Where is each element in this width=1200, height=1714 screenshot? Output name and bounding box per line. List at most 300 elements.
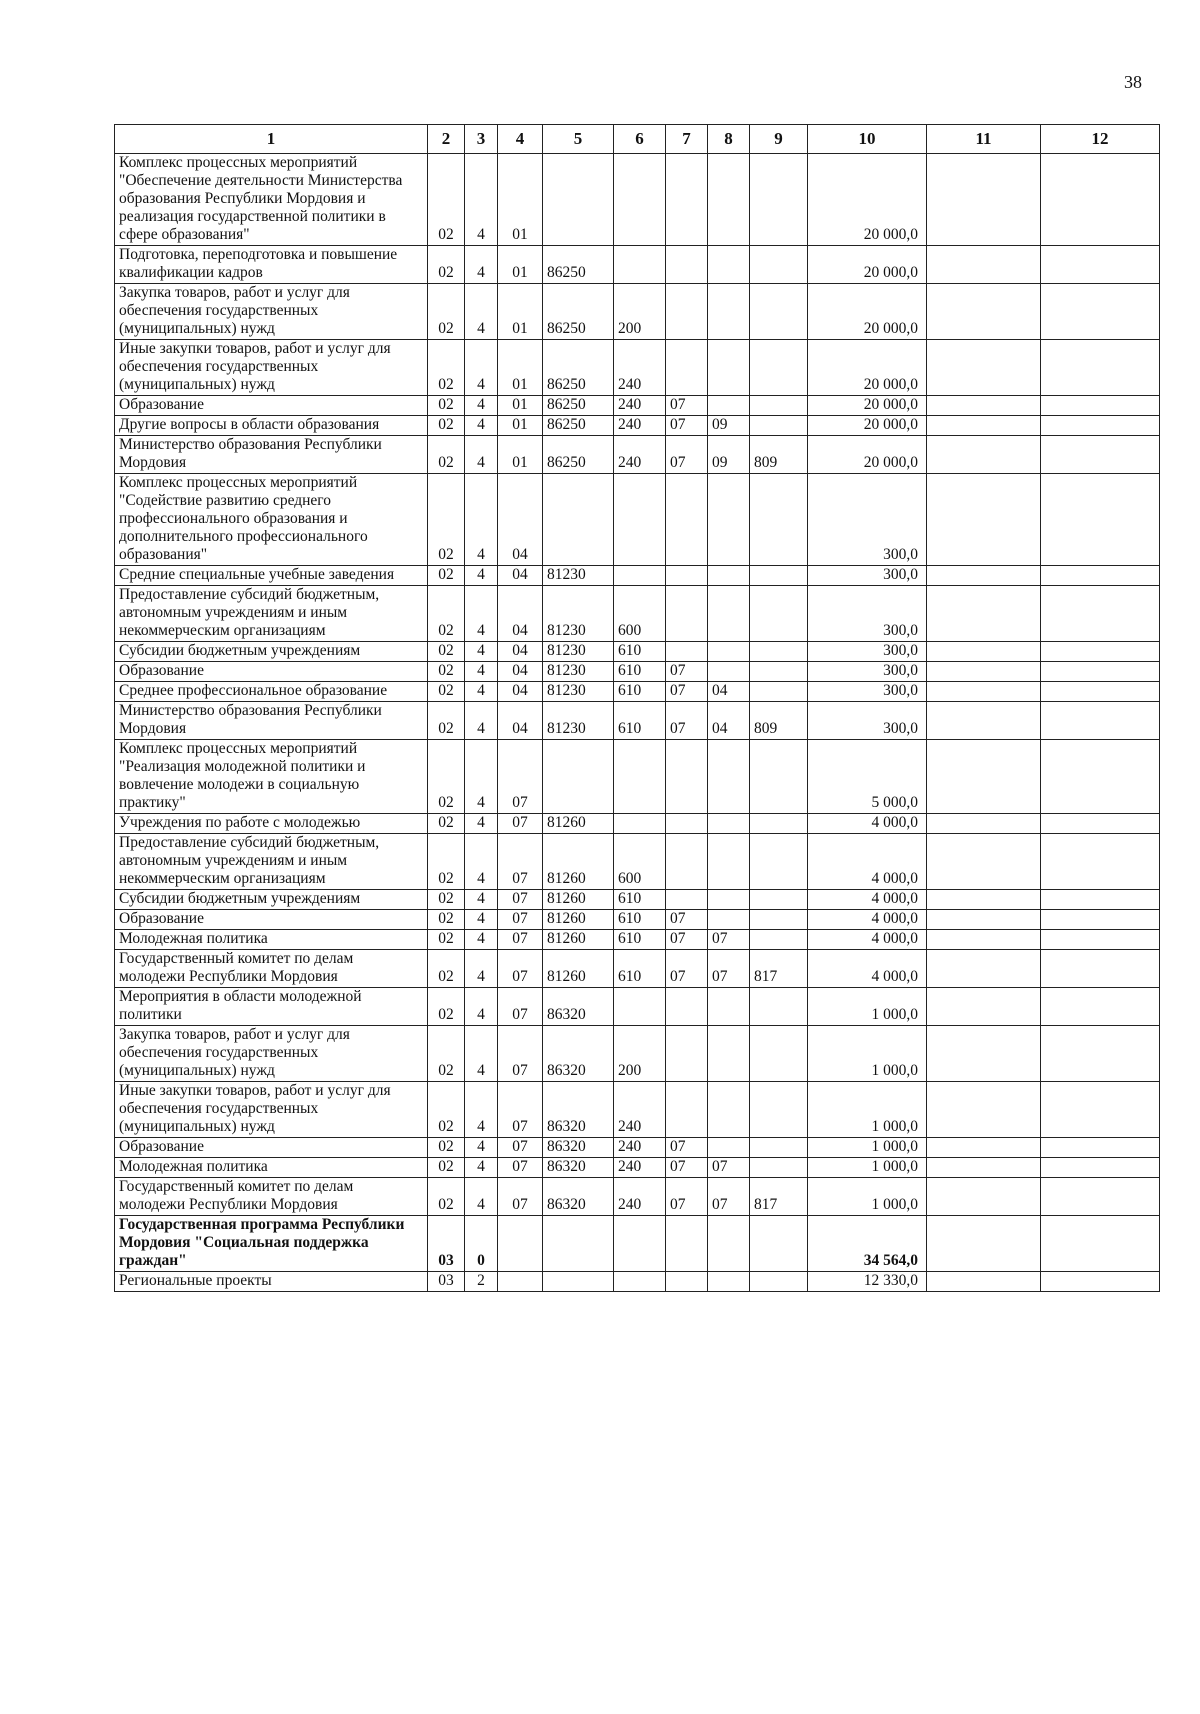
code-cell: 02	[428, 246, 465, 284]
row-name-cell: Иные закупки товаров, работ и услуг для обеспечения государственных (муниципальных) нужд	[115, 340, 428, 396]
code-cell: 07	[666, 396, 708, 416]
row-name-cell: Закупка товаров, работ и услуг для обеспечения государственных (муниципальных) нужд	[115, 1026, 428, 1082]
code-cell: 81260	[543, 890, 614, 910]
code-cell	[666, 284, 708, 340]
amount-cell	[1041, 566, 1160, 586]
column-header: 11	[927, 125, 1041, 154]
code-cell	[666, 988, 708, 1026]
code-cell	[750, 1026, 808, 1082]
code-cell: 02	[428, 396, 465, 416]
amount-cell	[927, 702, 1041, 740]
code-cell: 03	[428, 1272, 465, 1292]
table-row	[115, 890, 1160, 910]
amount-cell	[927, 662, 1041, 682]
code-cell: 07	[666, 1138, 708, 1158]
table-row	[115, 910, 1160, 930]
amount-cell	[927, 910, 1041, 930]
row-name-cell: Среднее профессиональное образование	[115, 682, 428, 702]
table-row	[115, 436, 1160, 474]
code-cell: 07	[666, 662, 708, 682]
code-cell	[708, 246, 750, 284]
amount-cell	[927, 890, 1041, 910]
table-row	[115, 1138, 1160, 1158]
code-cell: 07	[708, 950, 750, 988]
code-cell	[543, 474, 614, 566]
row-name-cell: Комплекс процессных мероприятий "Реализация молодежной политики и вовлечение молодежи в социальную практику"	[115, 740, 428, 814]
table-row	[115, 662, 1160, 682]
code-cell: 81230	[543, 682, 614, 702]
code-cell: 81230	[543, 642, 614, 662]
amount-cell: 300,0	[808, 642, 927, 662]
amount-cell	[927, 474, 1041, 566]
code-cell: 86250	[543, 436, 614, 474]
code-cell: 07	[498, 890, 543, 910]
column-header: 12	[1041, 125, 1160, 154]
code-cell	[498, 1272, 543, 1292]
code-cell: 02	[428, 1082, 465, 1138]
amount-cell	[1041, 1158, 1160, 1178]
code-cell: 07	[498, 740, 543, 814]
code-cell: 02	[428, 586, 465, 642]
code-cell: 610	[614, 890, 666, 910]
code-cell: 01	[498, 246, 543, 284]
code-cell: 240	[614, 396, 666, 416]
code-cell: 02	[428, 740, 465, 814]
code-cell: 07	[666, 1178, 708, 1216]
code-cell	[708, 586, 750, 642]
code-cell: 07	[666, 930, 708, 950]
code-cell	[708, 340, 750, 396]
code-cell: 4	[465, 396, 498, 416]
code-cell	[750, 890, 808, 910]
code-cell	[708, 740, 750, 814]
amount-cell	[927, 814, 1041, 834]
code-cell: 81230	[543, 586, 614, 642]
code-cell: 07	[498, 910, 543, 930]
code-cell	[614, 474, 666, 566]
amount-cell	[927, 154, 1041, 246]
amount-cell: 5 000,0	[808, 740, 927, 814]
amount-cell	[1041, 1178, 1160, 1216]
code-cell: 02	[428, 662, 465, 682]
code-cell: 81230	[543, 662, 614, 682]
code-cell: 04	[498, 682, 543, 702]
code-cell: 4	[465, 910, 498, 930]
table-row	[115, 814, 1160, 834]
code-cell: 4	[465, 566, 498, 586]
code-cell: 86320	[543, 1138, 614, 1158]
code-cell: 610	[614, 930, 666, 950]
amount-cell	[1041, 416, 1160, 436]
code-cell	[666, 474, 708, 566]
code-cell	[750, 1082, 808, 1138]
code-cell	[614, 246, 666, 284]
code-cell: 02	[428, 1138, 465, 1158]
code-cell: 240	[614, 1178, 666, 1216]
code-cell	[614, 740, 666, 814]
row-name-cell: Молодежная политика	[115, 1158, 428, 1178]
amount-cell: 300,0	[808, 474, 927, 566]
amount-cell: 1 000,0	[808, 988, 927, 1026]
code-cell	[543, 154, 614, 246]
table-row	[115, 586, 1160, 642]
code-cell	[750, 154, 808, 246]
code-cell: 07	[498, 834, 543, 890]
amount-cell	[1041, 910, 1160, 930]
code-cell: 809	[750, 702, 808, 740]
amount-cell: 34 564,0	[808, 1216, 927, 1272]
table-row	[115, 246, 1160, 284]
column-header: 5	[543, 125, 614, 154]
amount-cell: 20 000,0	[808, 396, 927, 416]
row-name-cell: Образование	[115, 910, 428, 930]
amount-cell	[1041, 396, 1160, 416]
code-cell	[666, 340, 708, 396]
code-cell	[614, 1272, 666, 1292]
table-row	[115, 1216, 1160, 1272]
code-cell	[666, 566, 708, 586]
code-cell	[708, 154, 750, 246]
code-cell: 4	[465, 1026, 498, 1082]
amount-cell	[927, 1026, 1041, 1082]
code-cell: 01	[498, 436, 543, 474]
row-name-cell: Субсидии бюджетным учреждениям	[115, 890, 428, 910]
code-cell: 0	[465, 1216, 498, 1272]
code-cell: 240	[614, 1138, 666, 1158]
code-cell: 02	[428, 566, 465, 586]
amount-cell: 4 000,0	[808, 890, 927, 910]
code-cell	[750, 834, 808, 890]
row-name-cell: Комплекс процессных мероприятий "Содействие развитию среднего профессионального образования и дополнительного профессионального образования"	[115, 474, 428, 566]
code-cell: 04	[498, 662, 543, 682]
code-cell	[708, 910, 750, 930]
code-cell	[750, 662, 808, 682]
amount-cell	[1041, 154, 1160, 246]
code-cell: 86320	[543, 1178, 614, 1216]
amount-cell	[1041, 814, 1160, 834]
code-cell: 4	[465, 1178, 498, 1216]
code-cell: 4	[465, 988, 498, 1026]
amount-cell	[927, 1178, 1041, 1216]
row-name-cell: Министерство образования Республики Мордовия	[115, 436, 428, 474]
code-cell: 240	[614, 416, 666, 436]
code-cell: 04	[498, 566, 543, 586]
code-cell: 4	[465, 1082, 498, 1138]
code-cell	[708, 988, 750, 1026]
amount-cell	[1041, 340, 1160, 396]
amount-cell: 20 000,0	[808, 436, 927, 474]
code-cell: 04	[708, 682, 750, 702]
amount-cell	[1041, 988, 1160, 1026]
page-number: 38	[1124, 72, 1142, 92]
amount-cell	[1041, 436, 1160, 474]
code-cell	[708, 1026, 750, 1082]
code-cell	[543, 1216, 614, 1272]
code-cell: 07	[666, 436, 708, 474]
code-cell: 610	[614, 910, 666, 930]
code-cell: 240	[614, 1082, 666, 1138]
code-cell: 4	[465, 284, 498, 340]
code-cell	[708, 814, 750, 834]
code-cell: 07	[666, 702, 708, 740]
amount-cell: 4 000,0	[808, 910, 927, 930]
amount-cell	[1041, 702, 1160, 740]
code-cell: 4	[465, 246, 498, 284]
code-cell: 07	[708, 1158, 750, 1178]
table-row	[115, 416, 1160, 436]
amount-cell: 20 000,0	[808, 416, 927, 436]
code-cell	[666, 834, 708, 890]
column-header: 8	[708, 125, 750, 154]
code-cell: 4	[465, 1158, 498, 1178]
code-cell: 4	[465, 814, 498, 834]
code-cell: 02	[428, 814, 465, 834]
code-cell: 200	[614, 1026, 666, 1082]
code-cell: 02	[428, 340, 465, 396]
code-cell: 86250	[543, 416, 614, 436]
code-cell	[614, 154, 666, 246]
amount-cell	[1041, 930, 1160, 950]
table-row	[115, 474, 1160, 566]
amount-cell: 300,0	[808, 682, 927, 702]
code-cell: 02	[428, 1158, 465, 1178]
amount-cell	[1041, 740, 1160, 814]
code-cell: 4	[465, 474, 498, 566]
code-cell: 200	[614, 284, 666, 340]
code-cell: 04	[498, 586, 543, 642]
code-cell: 07	[498, 1082, 543, 1138]
code-cell: 4	[465, 154, 498, 246]
amount-cell: 300,0	[808, 662, 927, 682]
code-cell: 817	[750, 950, 808, 988]
code-cell	[614, 814, 666, 834]
code-cell: 4	[465, 1138, 498, 1158]
code-cell: 610	[614, 702, 666, 740]
amount-cell: 4 000,0	[808, 834, 927, 890]
amount-cell	[1041, 474, 1160, 566]
code-cell: 07	[498, 930, 543, 950]
amount-cell	[1041, 642, 1160, 662]
code-cell: 07	[498, 1026, 543, 1082]
code-cell	[708, 1272, 750, 1292]
code-cell: 81260	[543, 834, 614, 890]
amount-cell: 20 000,0	[808, 284, 927, 340]
code-cell: 01	[498, 396, 543, 416]
code-cell	[666, 890, 708, 910]
amount-cell	[927, 740, 1041, 814]
code-cell	[708, 1138, 750, 1158]
column-header: 6	[614, 125, 666, 154]
code-cell	[666, 1082, 708, 1138]
row-name-cell: Предоставление субсидий бюджетным, автономным учреждениям и иным некоммерческим организациям	[115, 834, 428, 890]
code-cell: 81260	[543, 910, 614, 930]
code-cell: 86250	[543, 396, 614, 416]
amount-cell	[927, 586, 1041, 642]
code-cell	[750, 1138, 808, 1158]
amount-cell	[927, 988, 1041, 1026]
code-cell: 02	[428, 284, 465, 340]
table-row	[115, 396, 1160, 416]
row-name-cell: Мероприятия в области молодежной политики	[115, 988, 428, 1026]
code-cell: 81260	[543, 814, 614, 834]
code-cell: 07	[666, 416, 708, 436]
column-header: 7	[666, 125, 708, 154]
amount-cell: 1 000,0	[808, 1082, 927, 1138]
column-header: 4	[498, 125, 543, 154]
code-cell	[666, 1216, 708, 1272]
table-row	[115, 642, 1160, 662]
code-cell: 86250	[543, 246, 614, 284]
amount-cell	[1041, 1026, 1160, 1082]
code-cell	[750, 474, 808, 566]
row-name-cell: Образование	[115, 662, 428, 682]
code-cell: 04	[498, 642, 543, 662]
code-cell: 86250	[543, 284, 614, 340]
code-cell: 07	[498, 1178, 543, 1216]
amount-cell	[1041, 1272, 1160, 1292]
amount-cell	[927, 1082, 1041, 1138]
row-name-cell: Учреждения по работе с молодежью	[115, 814, 428, 834]
code-cell	[708, 662, 750, 682]
code-cell: 02	[428, 910, 465, 930]
code-cell: 240	[614, 436, 666, 474]
row-name-cell: Региональные проекты	[115, 1272, 428, 1292]
code-cell: 02	[428, 154, 465, 246]
code-cell	[750, 246, 808, 284]
code-cell	[708, 396, 750, 416]
code-cell	[614, 988, 666, 1026]
table-row	[115, 930, 1160, 950]
code-cell: 81230	[543, 566, 614, 586]
column-header: 3	[465, 125, 498, 154]
code-cell: 07	[708, 1178, 750, 1216]
code-cell	[750, 682, 808, 702]
code-cell	[750, 586, 808, 642]
code-cell: 07	[498, 950, 543, 988]
code-cell: 02	[428, 642, 465, 662]
amount-cell: 300,0	[808, 566, 927, 586]
code-cell: 4	[465, 740, 498, 814]
code-cell: 02	[428, 890, 465, 910]
code-cell: 01	[498, 284, 543, 340]
amount-cell	[927, 416, 1041, 436]
amount-cell	[1041, 662, 1160, 682]
amount-cell	[927, 950, 1041, 988]
row-name-cell: Молодежная политика	[115, 930, 428, 950]
code-cell	[666, 642, 708, 662]
code-cell	[708, 566, 750, 586]
column-header: 10	[808, 125, 927, 154]
code-cell	[750, 988, 808, 1026]
code-cell: 04	[708, 702, 750, 740]
code-cell: 07	[498, 1138, 543, 1158]
code-cell: 86320	[543, 1026, 614, 1082]
code-cell: 86320	[543, 1082, 614, 1138]
header-row	[115, 125, 1160, 154]
code-cell: 4	[465, 702, 498, 740]
code-cell	[708, 890, 750, 910]
amount-cell	[927, 284, 1041, 340]
code-cell: 02	[428, 950, 465, 988]
code-cell: 09	[708, 436, 750, 474]
code-cell: 4	[465, 436, 498, 474]
code-cell: 809	[750, 436, 808, 474]
code-cell	[708, 834, 750, 890]
budget-table	[114, 124, 1160, 1292]
code-cell: 81260	[543, 930, 614, 950]
amount-cell	[927, 436, 1041, 474]
code-cell	[750, 396, 808, 416]
amount-cell	[927, 682, 1041, 702]
table-row	[115, 988, 1160, 1026]
amount-cell	[927, 1272, 1041, 1292]
code-cell: 610	[614, 662, 666, 682]
table-row	[115, 950, 1160, 988]
row-name-cell: Иные закупки товаров, работ и услуг для обеспечения государственных (муниципальных) нужд	[115, 1082, 428, 1138]
row-name-cell: Закупка товаров, работ и услуг для обеспечения государственных (муниципальных) нужд	[115, 284, 428, 340]
amount-cell	[1041, 890, 1160, 910]
code-cell: 4	[465, 642, 498, 662]
code-cell: 09	[708, 416, 750, 436]
amount-cell	[927, 566, 1041, 586]
table-row	[115, 834, 1160, 890]
code-cell	[708, 474, 750, 566]
code-cell: 07	[666, 682, 708, 702]
code-cell: 4	[465, 416, 498, 436]
row-name-cell: Другие вопросы в области образования	[115, 416, 428, 436]
code-cell: 02	[428, 1026, 465, 1082]
amount-cell	[927, 1216, 1041, 1272]
code-cell: 240	[614, 1158, 666, 1178]
column-header: 2	[428, 125, 465, 154]
code-cell	[666, 154, 708, 246]
code-cell	[666, 246, 708, 284]
code-cell: 07	[498, 814, 543, 834]
code-cell	[750, 642, 808, 662]
code-cell: 81260	[543, 950, 614, 988]
code-cell: 02	[428, 1178, 465, 1216]
amount-cell	[1041, 586, 1160, 642]
code-cell: 07	[666, 1158, 708, 1178]
code-cell: 07	[708, 930, 750, 950]
code-cell	[708, 1216, 750, 1272]
amount-cell: 20 000,0	[808, 246, 927, 284]
table-row	[115, 1026, 1160, 1082]
code-cell: 02	[428, 436, 465, 474]
code-cell	[750, 1216, 808, 1272]
code-cell: 4	[465, 586, 498, 642]
column-header: 9	[750, 125, 808, 154]
table-row	[115, 1272, 1160, 1292]
amount-cell	[927, 1158, 1041, 1178]
table-row	[115, 1158, 1160, 1178]
code-cell: 86320	[543, 988, 614, 1026]
code-cell	[750, 1158, 808, 1178]
code-cell: 02	[428, 416, 465, 436]
row-name-cell: Подготовка, переподготовка и повышение квалификации кадров	[115, 246, 428, 284]
code-cell: 4	[465, 930, 498, 950]
table-body	[115, 154, 1160, 1292]
code-cell	[543, 740, 614, 814]
code-cell: 07	[498, 1158, 543, 1178]
code-cell	[666, 814, 708, 834]
amount-cell: 20 000,0	[808, 340, 927, 396]
row-name-cell: Предоставление субсидий бюджетным, автономным учреждениям и иным некоммерческим организациям	[115, 586, 428, 642]
amount-cell	[927, 930, 1041, 950]
code-cell: 240	[614, 340, 666, 396]
code-cell: 01	[498, 154, 543, 246]
code-cell: 07	[666, 950, 708, 988]
